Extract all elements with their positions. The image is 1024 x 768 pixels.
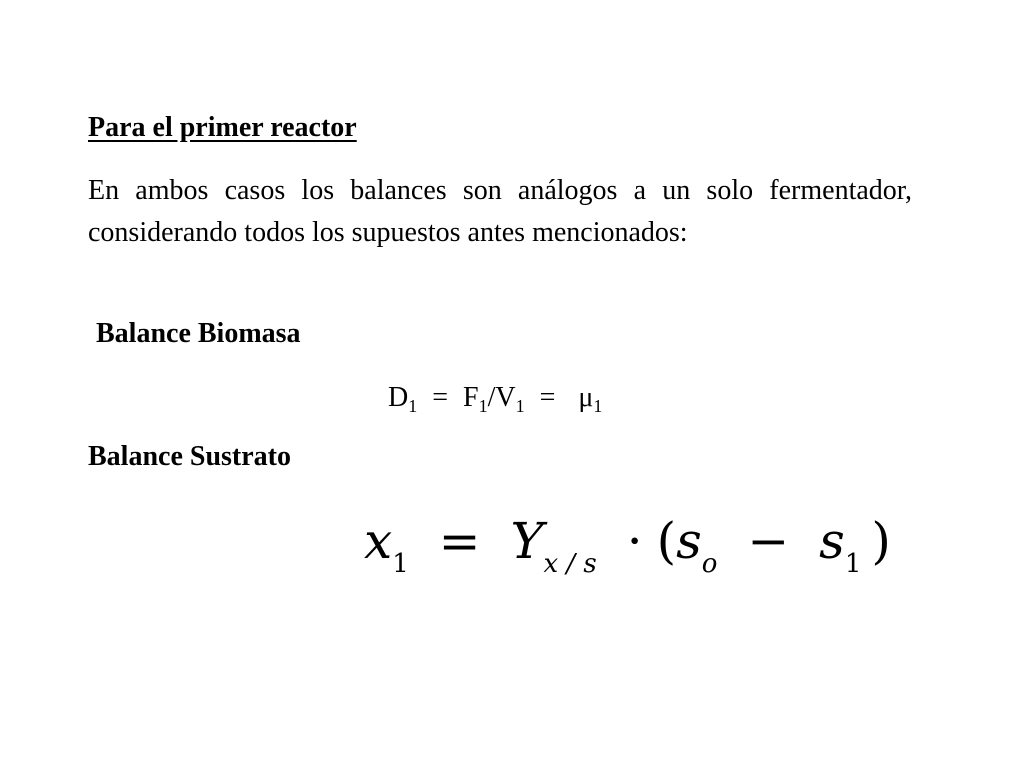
eq2-rparen: ) [871,512,891,570]
eq-v-sub: 1 [515,396,525,416]
eq2-s2-sub: 1 [844,549,862,579]
eq2-x-sub: 1 [392,549,409,579]
eq2-equals: = [438,512,481,570]
eq2-lparen: ( [656,512,677,570]
eq2-dot: · [626,512,643,570]
balance-sustrato-heading: Balance Sustrato [88,441,291,472]
eq-equals-1: = [432,382,449,413]
equation-sustrato [364,512,891,579]
equation-biomasa [388,382,602,414]
eq-mu: μ [578,382,594,413]
eq2-s-sub: o [701,549,718,579]
body-paragraph: En ambos casos los balances son análogos a un solo fermentador, considerando todos los supuestos antes mencionados: [88,175,912,248]
eq-f-sub: 1 [478,396,488,416]
eq-d: D [388,382,409,413]
eq-mu-sub: 1 [593,396,603,416]
section-heading: Para el primer reactor [88,112,357,143]
balance-biomasa-heading: Balance Biomasa [96,318,301,349]
eq2-s2: s [819,512,845,570]
eq2-y: Y [510,512,544,570]
eq-d-sub: 1 [408,396,418,416]
eq-equals-2: = [539,382,556,413]
eq-slash-v: /V [487,382,516,413]
eq2-minus: − [747,512,790,570]
eq2-x: x [364,512,393,570]
eq2-s: s [676,512,702,570]
eq-f: F [463,382,479,413]
eq2-y-sub: x / s [543,549,597,579]
